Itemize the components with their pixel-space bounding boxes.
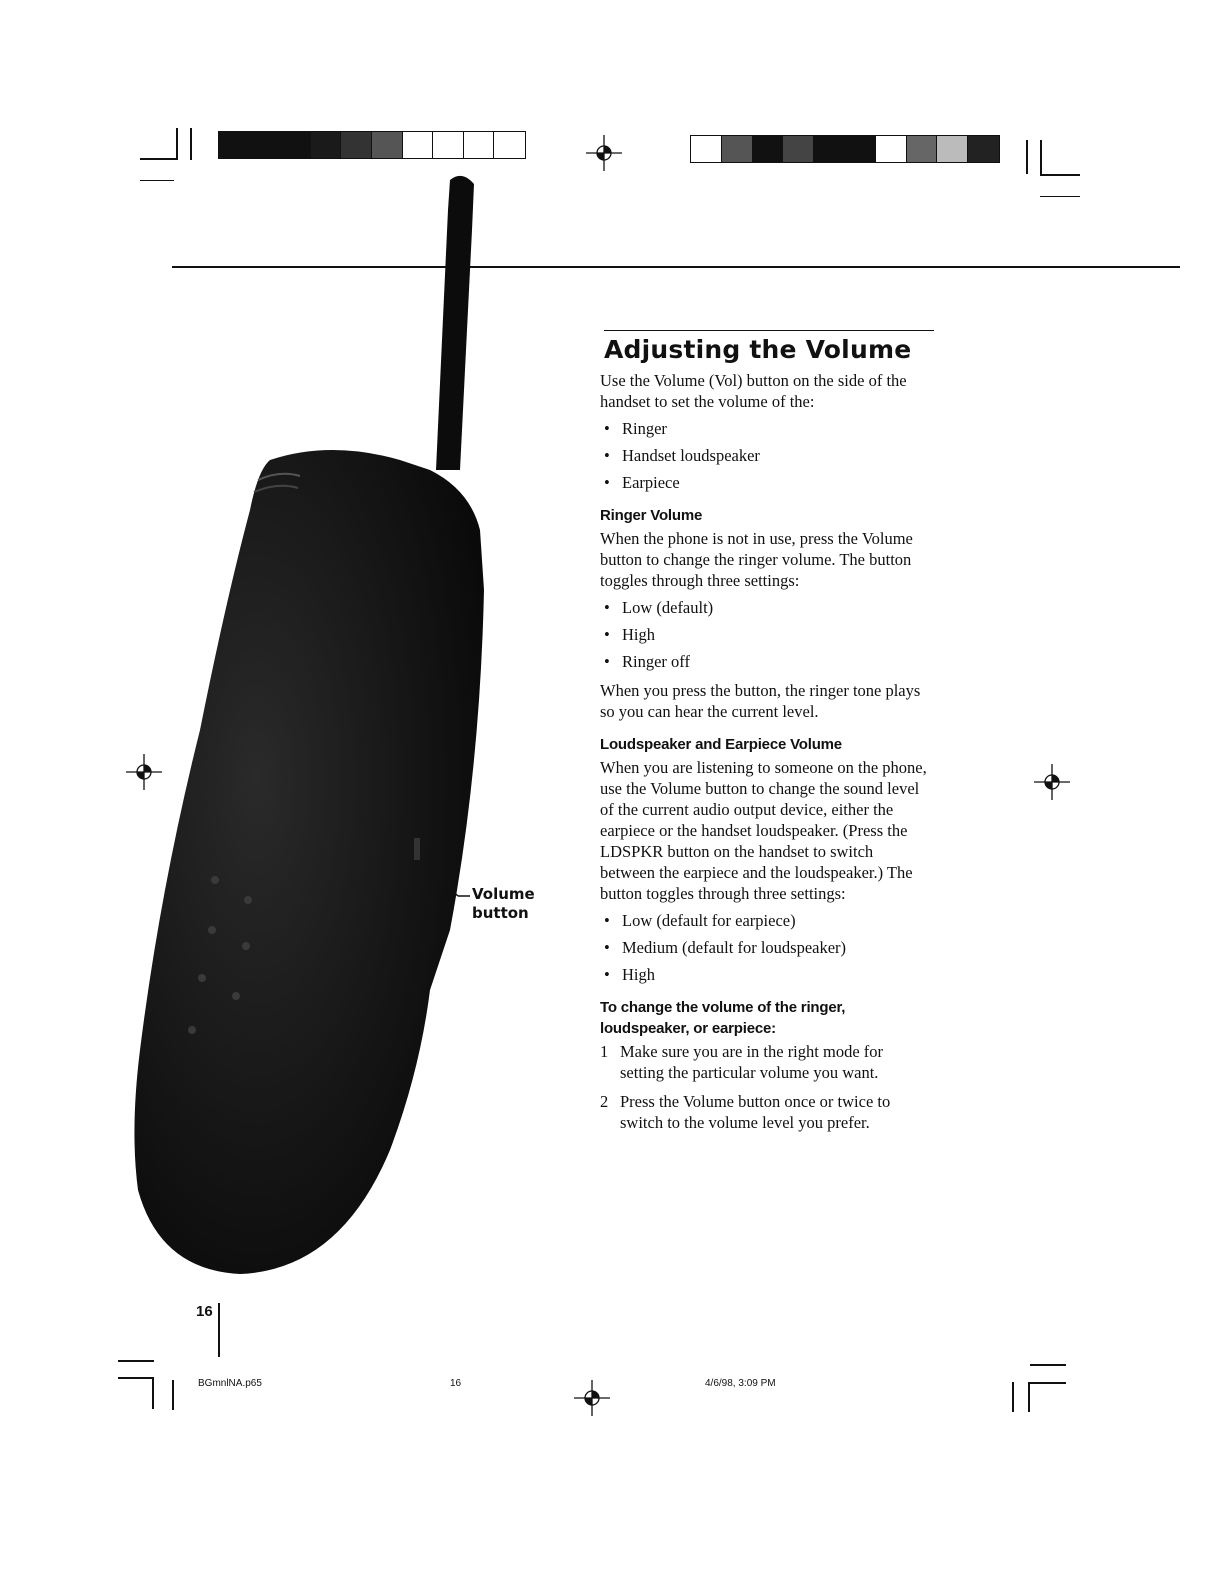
crop-mark bbox=[190, 128, 192, 160]
crop-mark bbox=[1026, 140, 1028, 174]
color-swatch bbox=[876, 136, 907, 162]
ringer-volume-heading: Ringer Volume bbox=[600, 507, 703, 524]
crop-mark bbox=[140, 158, 176, 160]
color-swatch bbox=[341, 132, 372, 158]
procedure-heading: To change the volume of the ringer, loudspeaker, or earpiece: bbox=[600, 999, 846, 1037]
crop-mark bbox=[1040, 196, 1080, 197]
crop-mark bbox=[172, 1380, 174, 1410]
list-item: • Low (default) bbox=[600, 597, 930, 618]
color-swatch bbox=[845, 136, 876, 162]
color-swatch bbox=[280, 132, 311, 158]
color-swatch bbox=[814, 136, 845, 162]
color-swatch bbox=[372, 132, 403, 158]
list-item: • High bbox=[600, 624, 930, 645]
step-item bbox=[600, 1091, 930, 1133]
ringer-list bbox=[600, 597, 930, 672]
crop-mark bbox=[118, 1377, 152, 1379]
crop-mark bbox=[118, 1360, 154, 1362]
step-item bbox=[600, 1041, 930, 1083]
crop-mark bbox=[1028, 1382, 1030, 1412]
color-swatch bbox=[722, 136, 753, 162]
volume-button-callout bbox=[472, 885, 535, 923]
color-swatch bbox=[250, 132, 281, 158]
color-swatch bbox=[753, 136, 784, 162]
slug-date: 4/6/98, 3:09 PM bbox=[705, 1378, 776, 1389]
list-item: • Medium (default for loudspeaker) bbox=[600, 937, 930, 958]
registration-color-strip-right bbox=[690, 135, 1000, 163]
color-swatch bbox=[464, 132, 495, 158]
list-item: • Ringer bbox=[600, 418, 930, 439]
list-item: • Earpiece bbox=[600, 472, 930, 493]
crosshair-icon bbox=[1034, 764, 1070, 800]
crop-mark bbox=[152, 1377, 154, 1409]
registration-color-strip-left bbox=[218, 131, 526, 159]
color-swatch bbox=[433, 132, 464, 158]
color-swatch bbox=[219, 132, 250, 158]
list-item: • Low (default for earpiece) bbox=[600, 910, 930, 931]
list-item: • Handset loudspeaker bbox=[600, 445, 930, 466]
crosshair-icon bbox=[574, 1380, 610, 1416]
color-swatch bbox=[691, 136, 722, 162]
step-number: 1 bbox=[600, 1042, 609, 1061]
loudspeaker-list bbox=[600, 910, 930, 985]
slug-file: BGmnlNA.p65 bbox=[198, 1378, 262, 1389]
loudspeaker-volume-heading: Loudspeaker and Earpiece Volume bbox=[600, 736, 842, 753]
crosshair-icon bbox=[586, 135, 622, 171]
color-swatch bbox=[937, 136, 968, 162]
callout-line-2: button bbox=[472, 904, 529, 922]
step-text: Press the Volume button once or twice to switch to the volume level you prefer. bbox=[620, 1092, 891, 1132]
procedure-steps bbox=[600, 1041, 930, 1133]
loudspeaker-paragraph: When you are listening to someone on the phone, use the Volume button to change the sound level of the current audio output device, either the earpiece or the handset loudspeaker. (Press the LDSPKR button on the handset to switch between the earpiece and the loudspeaker.) The button toggles through three settings: bbox=[600, 758, 927, 903]
slug-page: 16 bbox=[450, 1378, 462, 1389]
page-number: 16 bbox=[196, 1303, 213, 1320]
color-swatch bbox=[311, 132, 342, 158]
cordless-phone-handset-icon bbox=[130, 170, 510, 1280]
page-title: Adjusting the Volume bbox=[604, 330, 934, 364]
content-column bbox=[600, 370, 930, 1141]
crop-mark bbox=[1028, 1382, 1066, 1384]
crop-mark bbox=[176, 128, 178, 160]
page-number-rule bbox=[218, 1303, 220, 1357]
color-swatch bbox=[783, 136, 814, 162]
ringer-paragraph: When the phone is not in use, press the Volume button to change the ringer volume. The button toggles through three settings: bbox=[600, 529, 913, 590]
crop-mark bbox=[1030, 1364, 1066, 1366]
intro-paragraph: Use the Volume (Vol) button on the side of the handset to set the volume of the: bbox=[600, 371, 907, 411]
color-swatch bbox=[494, 132, 525, 158]
step-number: 2 bbox=[600, 1092, 609, 1111]
color-swatch bbox=[907, 136, 938, 162]
crop-mark bbox=[1040, 140, 1042, 174]
callout-line-1: Volume bbox=[472, 885, 535, 903]
crop-mark bbox=[1040, 174, 1080, 176]
crop-mark bbox=[1012, 1382, 1014, 1412]
color-swatch bbox=[403, 132, 434, 158]
step-text: Make sure you are in the right mode for setting the particular volume you want. bbox=[620, 1042, 884, 1082]
list-item: • Ringer off bbox=[600, 651, 930, 672]
list-item: • High bbox=[600, 964, 930, 985]
ringer-after-paragraph: When you press the button, the ringer tone plays so you can hear the current level. bbox=[600, 681, 921, 721]
intro-list bbox=[600, 418, 930, 493]
color-swatch bbox=[968, 136, 999, 162]
